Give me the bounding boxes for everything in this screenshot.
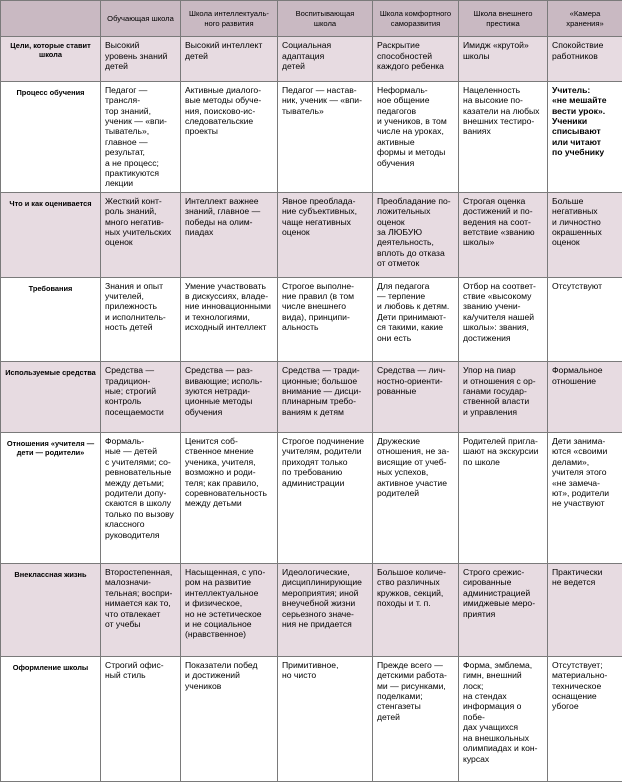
- table-row-relations: [1, 432, 622, 563]
- table-cell: Для педагога — терпение и любовь к детям. Дети принимают- ся такими, какие они есть: [373, 277, 459, 362]
- table-cell: Отсутствуют: [548, 277, 622, 362]
- table-cell: Жесткий конт- роль знаний, много негатив- ных учительских оценок: [101, 192, 181, 277]
- table-cell: Второстепенная, малозначи- тельная; воспри- нимается как то, что отвлекает от учебы: [101, 564, 181, 657]
- table-cell: Педагог — трансля- тор знаний, ученик — «впи- тыватель», главное — результат, а не процесс; практикуются лекции: [101, 81, 181, 192]
- table-cell: Отбор на соответ- ствие «высокому званию учени- ка/учителя нашей школы»: звания, достижения: [459, 277, 548, 362]
- table-cell: Отсутствует; материально- техническое оснащение убогое: [548, 656, 622, 781]
- row-label: Цели, которые ставит школа: [1, 37, 101, 81]
- table-row-extracurricular: [1, 564, 622, 657]
- table-cell: Форма, эмблема, гимн, внешний лоск; на стендах информация о побе- дах учащихся на внешкольных олимпиадах и кон- курсах: [459, 656, 548, 781]
- row-label: Внеклассная жизнь: [1, 564, 101, 657]
- table-cell: Средства — традицион- ные; строгий контроль посещаемости: [101, 362, 181, 433]
- table-cell: Учитель: «не мешайте вести урок». Ученики списывают или читают по учебнику: [548, 81, 622, 192]
- table-cell: Формаль- ные — детей с учителями; со- ревновательные между детьми; родители допу- скаются в школу только по вызову классного руководителя: [101, 432, 181, 563]
- table-cell: Строгий офис- ный стиль: [101, 656, 181, 781]
- row-label: Процесс обучения: [1, 81, 101, 192]
- table-cell: Строгое выполне- ние правил (в том числе внешнего вида), принципи- альность: [278, 277, 373, 362]
- header-cell-corner: [1, 1, 101, 37]
- row-label: Оформление школы: [1, 656, 101, 781]
- table-row-goals: [1, 37, 622, 81]
- row-label: Отношения «учителя — дети — родители»: [1, 432, 101, 563]
- table-cell: Неформаль- ное общение педагогов и учеников, в том числе на уроках, активные формы и методы обучения: [373, 81, 459, 192]
- table-cell: Высокий уровень знаний детей: [101, 37, 181, 81]
- row-label: Используемые средства: [1, 362, 101, 433]
- row-label: Что и как оценивается: [1, 192, 101, 277]
- table-cell: Интеллект важнее знаний, главное — победы на олим- пиадах: [181, 192, 278, 277]
- table-cell: Строгое подчинение учителям, родители приходят только по требованию администрации: [278, 432, 373, 563]
- header-cell-comfort-school: Школа комфортного саморазвития: [373, 1, 459, 37]
- table-cell: Активные диалого- вые методы обуче- ния, поисково-ис- следовательские проекты: [181, 81, 278, 192]
- table-row-learning-process: [1, 81, 622, 192]
- table-cell: Раскрытие способностей каждого ребенка: [373, 37, 459, 81]
- table-cell: Нацеленность на высокие по- казатели на любых внешних тестиро- ваниях: [459, 81, 548, 192]
- table-cell: Идеологические, дисциплинирующие мероприятия; иной внеучебной жизни серьезного значе- ния не придается: [278, 564, 373, 657]
- header-cell-teaching-school: Обучающая школа: [101, 1, 181, 37]
- table-cell: Формальное отношение: [548, 362, 622, 433]
- table-cell: Педагог — настав- ник, ученик — «впи- тыватель»: [278, 81, 373, 192]
- table-cell: Строгая оценка достижений и по- ведения на соот- ветствие «званию школы»: [459, 192, 548, 277]
- table-cell: Прежде всего — детскими работа- ми — рисунками, поделками; стенгазеты детей: [373, 656, 459, 781]
- table-cell: Насыщенная, с упо- ром на развитие интеллектуальное и физическое, но не эстетическое и не социальное (нравственное): [181, 564, 278, 657]
- table-cell: Средства — лич- ностно-ориенти- рованные: [373, 362, 459, 433]
- table-row-design: [1, 656, 622, 781]
- table-cell: Преобладание по- ложительных оценок за ЛЮБУЮ деятельность, вплоть до отказа от отметок: [373, 192, 459, 277]
- table-cell: Средства — раз- вивающие; исполь- зуются нетради- ционные методы обучения: [181, 362, 278, 433]
- table-cell: Примитивное, но чисто: [278, 656, 373, 781]
- table-row-assessment: [1, 192, 622, 277]
- header-cell-storage-school: «Камера хранения»: [548, 1, 622, 37]
- header-row: [1, 1, 622, 37]
- table-cell: Имидж «крутой» школы: [459, 37, 548, 81]
- table-cell: Дружеские отношения, не за- висящие от учеб- ных успехов, активное участие родителей: [373, 432, 459, 563]
- table-cell: Дети занима- ются «своими делами», учителя этого «не замеча- ют», родители не участвуют: [548, 432, 622, 563]
- table-cell: Социальная адаптация детей: [278, 37, 373, 81]
- table-cell: Явное преоблада- ние субъективных, чаще негативных оценок: [278, 192, 373, 277]
- table-cell: Больше негативных и личностно окрашенных оценок: [548, 192, 622, 277]
- table-row-requirements: [1, 277, 622, 362]
- table-cell: Средства — тради- ционные; большое внимание — дисци- плинарным требо- ваниям к детям: [278, 362, 373, 433]
- table-cell: Умение участвовать в дискуссиях, владе- ние инновационными и технологиями, исходный интеллект: [181, 277, 278, 362]
- header-cell-prestige-school: Школа внешнего престижа: [459, 1, 548, 37]
- header-cell-upbringing-school: Воспитывающая школа: [278, 1, 373, 37]
- table-cell: Показатели побед и достижений учеников: [181, 656, 278, 781]
- table-cell: Большое количе- ство различных кружков, секций, походы и т. п.: [373, 564, 459, 657]
- table-cell: Спокойствие работников: [548, 37, 622, 81]
- table-cell: Родителей пригла- шают на экскурсии по школе: [459, 432, 548, 563]
- table-row-means: [1, 362, 622, 433]
- header-cell-intellectual-school: Школа интеллектуаль- ного развития: [181, 1, 278, 37]
- table-cell: Строго срежис- сированные администрацией имиджевые меро- приятия: [459, 564, 548, 657]
- row-label: Требования: [1, 277, 101, 362]
- table-cell: Упор на пиар и отношения с ор- ганами государ- ственной власти и управления: [459, 362, 548, 433]
- table-cell: Знания и опыт учителей, прилежность и исполнитель- ность детей: [101, 277, 181, 362]
- table-cell: Практически не ведется: [548, 564, 622, 657]
- table-cell: Высокий интеллект детей: [181, 37, 278, 81]
- table-cell: Ценится соб- ственное мнение ученика, учителя, возможно и роди- теля; как правило, соревновательность между детьми: [181, 432, 278, 563]
